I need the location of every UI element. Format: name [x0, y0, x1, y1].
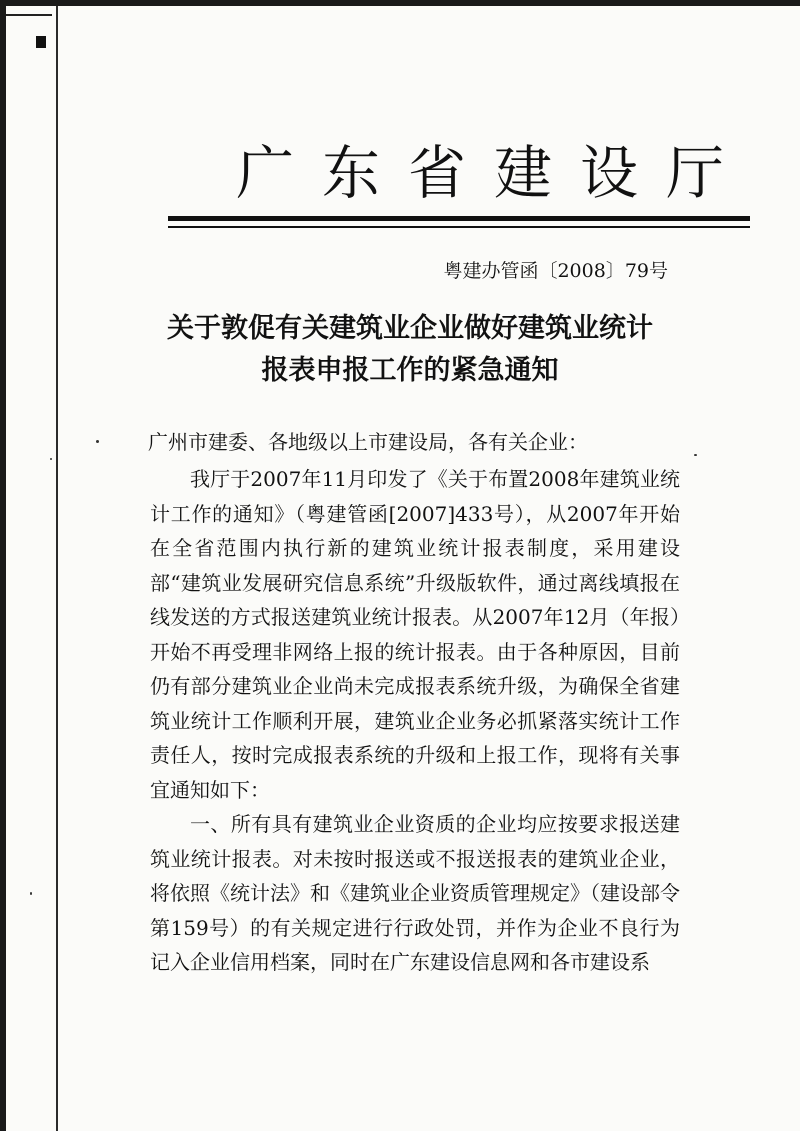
- scan-speck: [50, 458, 52, 460]
- scan-margin-line: [56, 6, 58, 1131]
- document-title-line-1: 关于敦促有关建筑业企业做好建筑业统计: [167, 313, 653, 344]
- letterhead-rule-thin: [168, 226, 750, 228]
- letterhead-rule-thick: [168, 216, 750, 221]
- salutation: 广州市建委、各地级以上市建设局，各有关企业：: [148, 430, 588, 454]
- scan-speck: [694, 454, 697, 456]
- scan-punch-mark: [36, 36, 46, 48]
- scan-speck: [96, 440, 99, 443]
- letterhead-org-name: 广东省建设厅: [236, 139, 753, 207]
- body-paragraph-2: 一、所有具有建筑业企业资质的企业均应按要求报送建筑业统计报表。对未按时报送或不报送报表的建筑业企业，将依照《统计法》和《建筑业企业资质管理规定》（建设部令第159号）的有关规定进行行政处罚，并作为企业不良行为记入企业信用档案，同时在广东建设信息网和各市建设系: [150, 812, 680, 974]
- document-number: 粤建办管函〔2008〕79号: [443, 260, 668, 282]
- document-title-line-2: 报表申报工作的紧急通知: [261, 355, 559, 386]
- scan-border-top: [0, 0, 800, 6]
- scan-speck: [30, 892, 32, 895]
- document-body: [150, 462, 680, 980]
- document-title: [130, 308, 690, 392]
- scan-corner-mark: [6, 6, 52, 16]
- scan-border-left: [0, 0, 6, 1131]
- body-paragraph-1: 我厅于2007年11月印发了《关于布置2008年建筑业统计工作的通知》（粤建管函[2007]433号），从2007年开始在全省范围内执行新的建筑业统计报表制度，采用建设部“建筑业发展研究信息系统”升级版软件，通过离线填报在线发送的方式报送建筑业统计报表。从2007年12月（年报）开始不再受理非网络上报的统计报表。由于各种原因，目前仍有部分建筑业企业尚未完成报表系统升级，为确保全省建筑业统计工作顺利开展，建筑业企业务必抓紧落实统计工作责任人，按时完成报表系统的升级和上报工作，现将有关事宜通知如下：: [150, 467, 680, 802]
